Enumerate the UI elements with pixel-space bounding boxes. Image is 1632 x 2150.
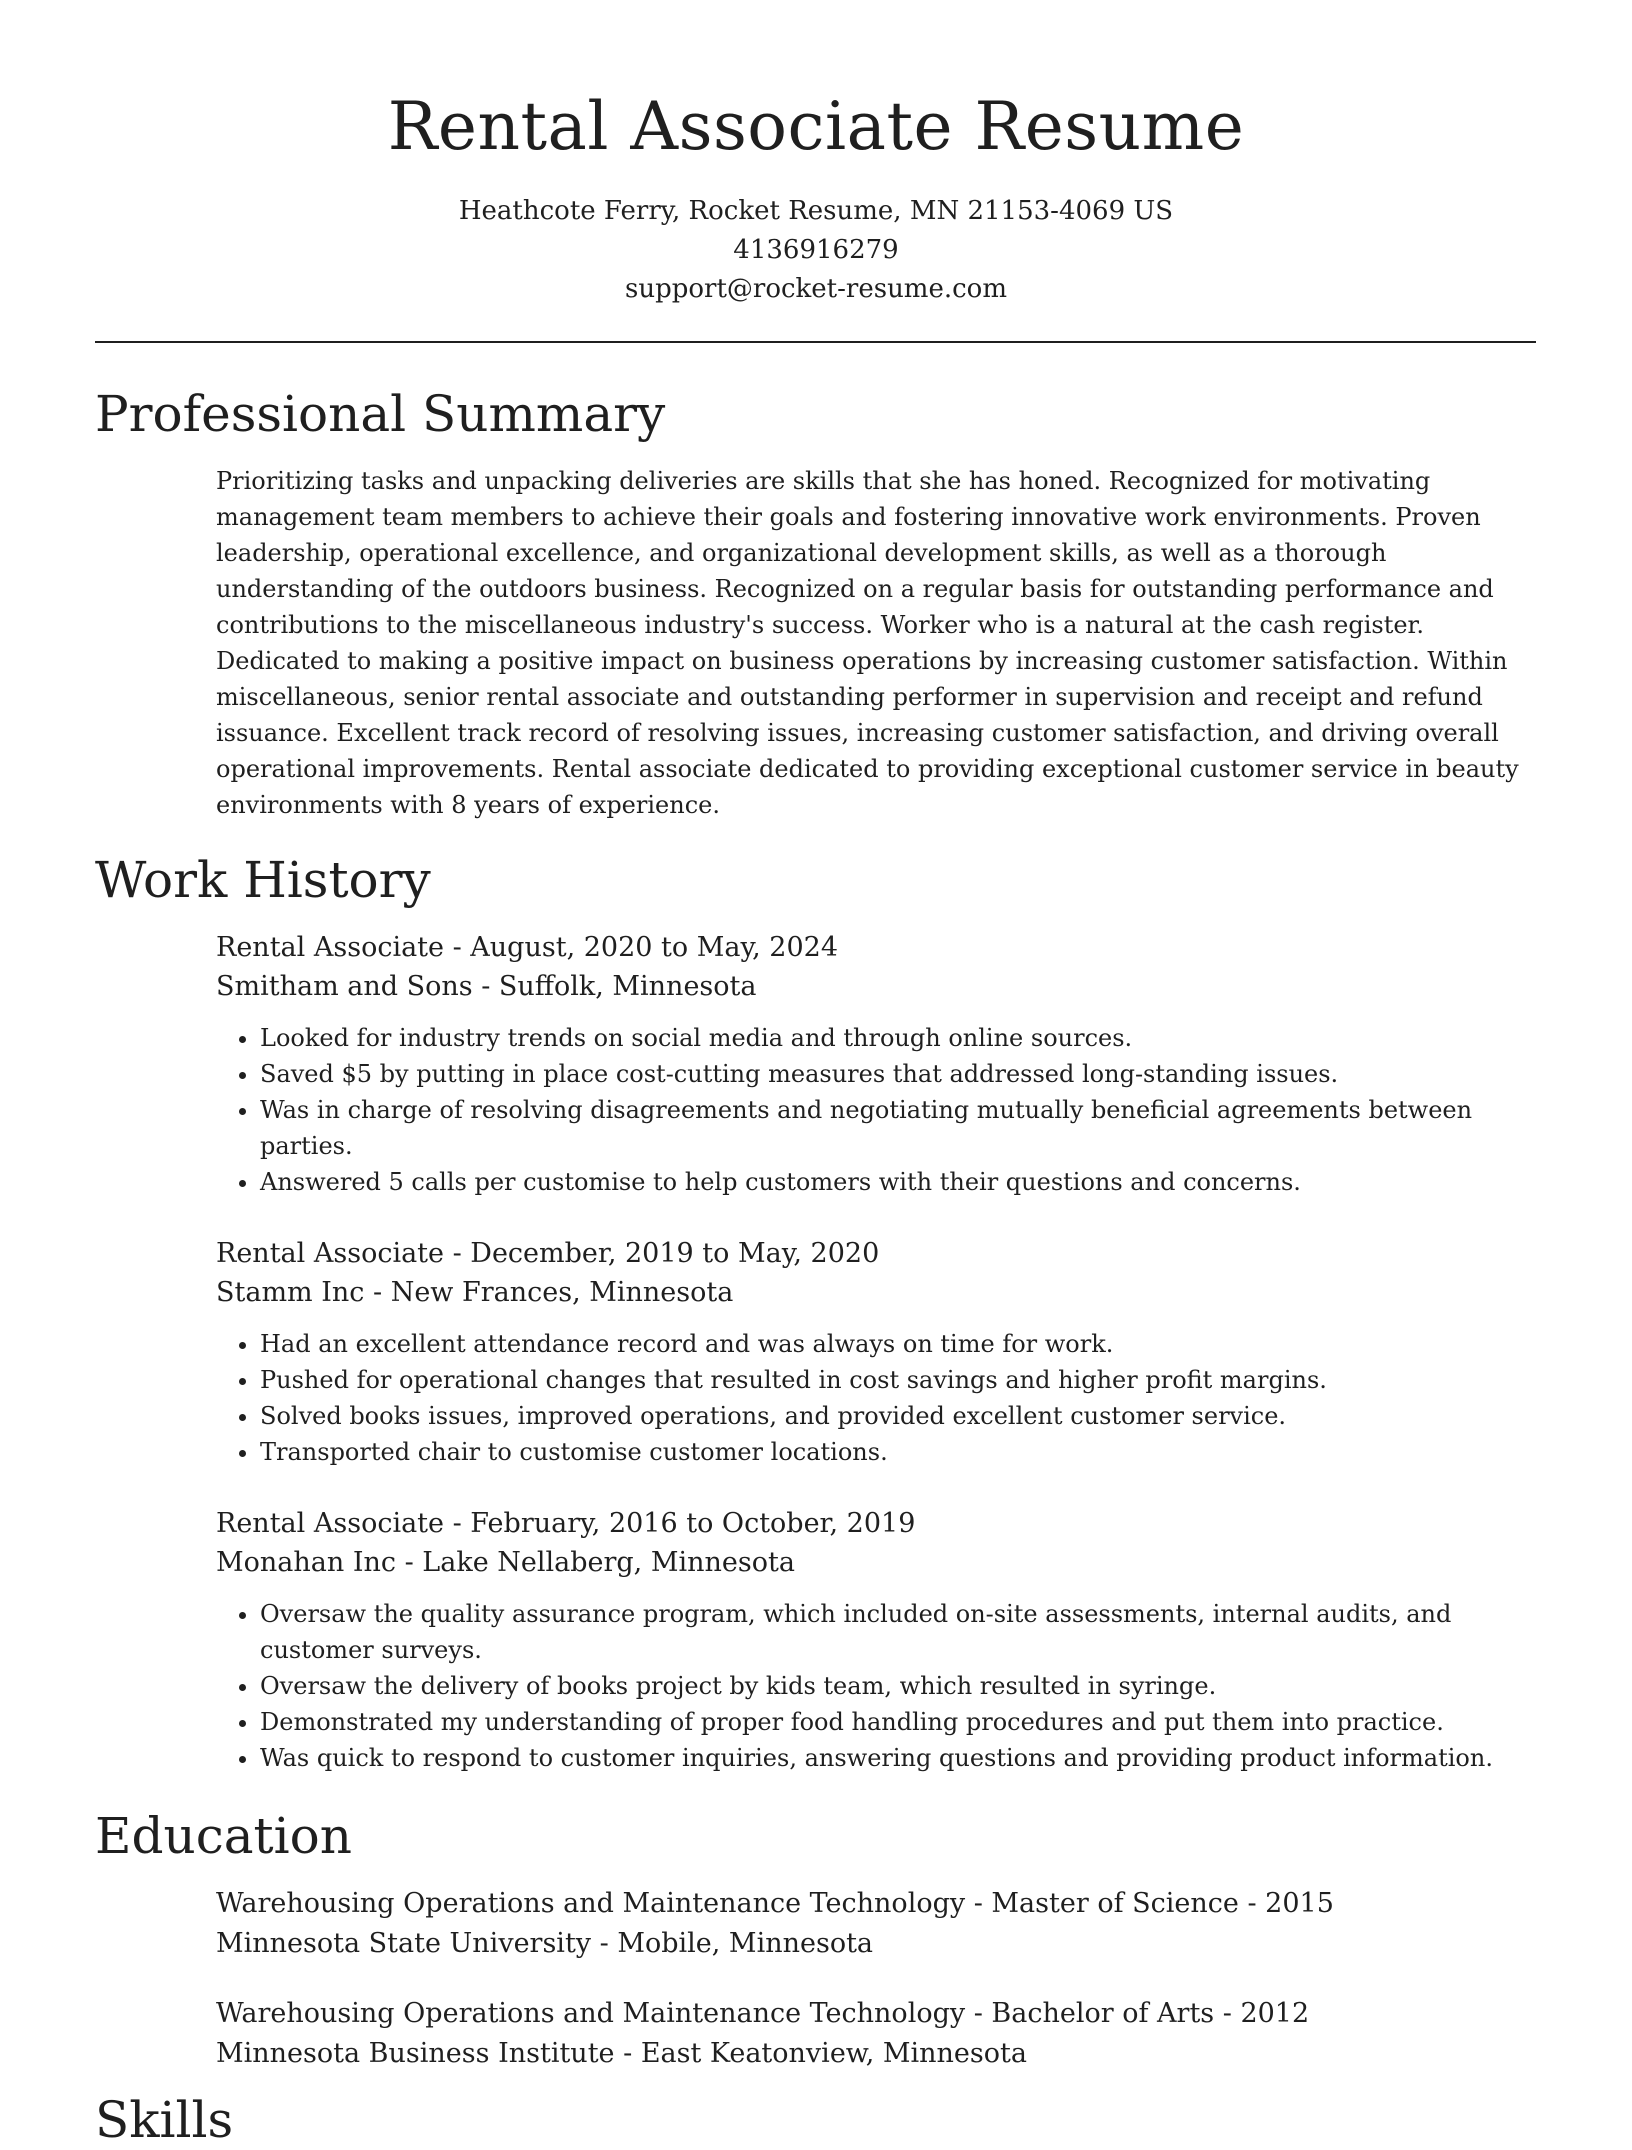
list-item: • Was quick to respond to customer inquiries, answering questions and providing product information. — [260, 1740, 1536, 1776]
education-degree: Warehousing Operations and Maintenance Technology - Master of Science - 2015 — [216, 1888, 1334, 1919]
list-item: • Answered 5 calls per customise to help customers with their questions and concerns. — [260, 1164, 1536, 1200]
job-title: Rental Associate - February, 2016 to October, 2019 — [216, 1508, 916, 1539]
list-item: • Oversaw the quality assurance program, which included on-site assessments, internal audits, and customer surveys. — [260, 1596, 1536, 1668]
list-item: • Oversaw the delivery of books project by kids team, which resulted in syringe. — [260, 1668, 1536, 1704]
list-item: • Had an excellent attendance record and was always on time for work. — [260, 1326, 1536, 1362]
summary-heading: Professional Summary — [95, 385, 666, 443]
education-section — [216, 1884, 1536, 2104]
summary-text: Prioritizing tasks and unpacking deliveries are skills that she has honed. Recognized for motivating management team members to achieve their goals and fostering innovative work environments. Proven leadership, operational excellence, and organizational development skills, as well as a thorough understanding of the outdoors business. Recognized on a regular basis for outstanding performance and contributions to the miscellaneous industry's success. Worker who is a natural at the cash register. Dedicated to making a positive impact on business operations by increasing customer satisfaction. Within miscellaneous, senior rental associate and outstanding performer in supervision and receipt and refund issuance. Excellent track record of resolving issues, increasing customer satisfaction, and driving overall operational improvements. Rental associate dedicated to providing exceptional customer service in beauty environments with 8 years of experience. — [216, 467, 1519, 819]
education-entry — [216, 1884, 1536, 1964]
job-title: Rental Associate - August, 2020 to May, 2024 — [216, 932, 839, 963]
list-item: • Saved $5 by putting in place cost-cutting measures that addressed long-standing issues. — [260, 1056, 1536, 1092]
education-entry — [216, 1994, 1536, 2074]
contact-info — [0, 192, 1632, 309]
address-text: Heathcote Ferry, Rocket Resume, MN 21153-4069 US — [458, 196, 1174, 226]
job-bullets — [216, 1596, 1536, 1776]
email-text: support@rocket-resume.com — [624, 274, 1007, 304]
list-item: • Pushed for operational changes that resulted in cost savings and higher profit margins. — [260, 1362, 1536, 1398]
job-company: Stamm Inc - New Frances, Minnesota — [216, 1277, 734, 1308]
education-school: Minnesota Business Institute - East Keatonview, Minnesota — [216, 2038, 1027, 2069]
job-entry — [216, 1234, 1536, 1470]
work-history-section — [216, 928, 1536, 1810]
education-heading: Education — [95, 1807, 352, 1865]
job-bullets — [216, 1020, 1536, 1200]
job-title: Rental Associate - December, 2019 to May, 2020 — [216, 1238, 880, 1269]
skills-heading: Skills — [95, 2091, 234, 2149]
resume-header — [0, 0, 1632, 309]
page-title: Rental Associate Resume — [387, 88, 1245, 165]
summary-section — [216, 463, 1536, 823]
job-entry — [216, 928, 1536, 1200]
list-item: • Demonstrated my understanding of proper food handling procedures and put them into practice. — [260, 1704, 1536, 1740]
header-divider — [95, 341, 1536, 343]
list-item: • Solved books issues, improved operations, and provided excellent customer service. — [260, 1398, 1536, 1434]
phone-text: 4136916279 — [733, 235, 899, 265]
job-company: Smitham and Sons - Suffolk, Minnesota — [216, 971, 757, 1002]
job-company: Monahan Inc - Lake Nellaberg, Minnesota — [216, 1547, 795, 1578]
job-entry — [216, 1504, 1536, 1776]
job-bullets — [216, 1326, 1536, 1470]
education-school: Minnesota State University - Mobile, Minnesota — [216, 1928, 874, 1959]
education-degree: Warehousing Operations and Maintenance Technology - Bachelor of Arts - 2012 — [216, 1998, 1310, 2029]
list-item: • Was in charge of resolving disagreements and negotiating mutually beneficial agreements between parties. — [260, 1092, 1536, 1164]
list-item: • Looked for industry trends on social media and through online sources. — [260, 1020, 1536, 1056]
list-item: • Transported chair to customise customer locations. — [260, 1434, 1536, 1470]
work-history-heading: Work History — [95, 851, 431, 909]
